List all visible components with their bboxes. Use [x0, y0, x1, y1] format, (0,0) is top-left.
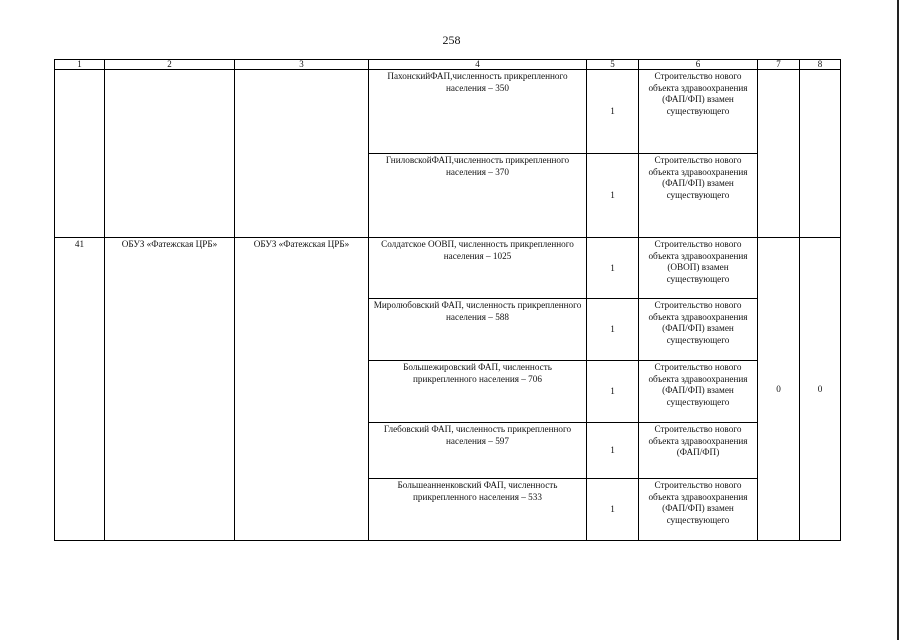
quantity-cell: 1	[587, 361, 639, 423]
col8-cell: 0	[800, 238, 841, 541]
action-cell: Строительство нового объекта здравоохранения (ФАП/ФП) взамен существующего	[639, 70, 758, 154]
column-number: 5	[587, 60, 639, 70]
column-number: 3	[235, 60, 369, 70]
action-cell: Строительство нового объекта здравоохранения (ОВОП) взамен существующего	[639, 238, 758, 299]
owner-cell	[235, 70, 369, 238]
facility-cell: ПахонскийФАП,численность прикрепленного населения – 350	[369, 70, 587, 154]
quantity-cell: 1	[587, 238, 639, 299]
quantity-cell: 1	[587, 299, 639, 361]
column-number: 2	[105, 60, 235, 70]
table-row	[55, 238, 841, 299]
facility-cell: Миролюбовский ФАП, численность прикрепленного населения – 588	[369, 299, 587, 361]
col8-cell	[800, 70, 841, 238]
action-cell: Строительство нового объекта здравоохранения (ФАП/ФП) взамен существующего	[639, 299, 758, 361]
column-number-row	[55, 60, 841, 70]
owner-cell: ОБУЗ «Фатежская ЦРБ»	[235, 238, 369, 541]
action-cell: Строительство нового объекта здравоохранения (ФАП/ФП) взамен существующего	[639, 154, 758, 238]
row-number-cell: 41	[55, 238, 105, 541]
organization-cell	[105, 70, 235, 238]
quantity-cell: 1	[587, 70, 639, 154]
facility-cell: ГниловскойФАП,численность прикрепленного населения – 370	[369, 154, 587, 238]
column-number: 7	[758, 60, 800, 70]
column-number: 6	[639, 60, 758, 70]
quantity-cell: 1	[587, 423, 639, 479]
table-row	[55, 70, 841, 154]
action-cell: Строительство нового объекта здравоохранения (ФАП/ФП)	[639, 423, 758, 479]
column-number: 1	[55, 60, 105, 70]
row-number-cell	[55, 70, 105, 238]
facility-cell: Большежировский ФАП, численность прикрепленного населения – 706	[369, 361, 587, 423]
facility-cell: Большеанненковский ФАП, численность прикрепленного населения – 533	[369, 479, 587, 541]
quantity-cell: 1	[587, 154, 639, 238]
action-cell: Строительство нового объекта здравоохранения (ФАП/ФП) взамен существующего	[639, 361, 758, 423]
investment-table	[54, 59, 841, 541]
page-number: 258	[442, 33, 461, 47]
col7-cell	[758, 70, 800, 238]
action-cell: Строительство нового объекта здравоохранения (ФАП/ФП) взамен существующего	[639, 479, 758, 541]
organization-cell: ОБУЗ «Фатежская ЦРБ»	[105, 238, 235, 541]
col7-cell: 0	[758, 238, 800, 541]
facility-cell: Солдатское ООВП, численность прикрепленного населения – 1025	[369, 238, 587, 299]
column-number: 8	[800, 60, 841, 70]
quantity-cell: 1	[587, 479, 639, 541]
facility-cell: Глебовский ФАП, численность прикрепленного населения – 597	[369, 423, 587, 479]
column-number: 4	[369, 60, 587, 70]
scan-edge-line	[897, 0, 899, 640]
